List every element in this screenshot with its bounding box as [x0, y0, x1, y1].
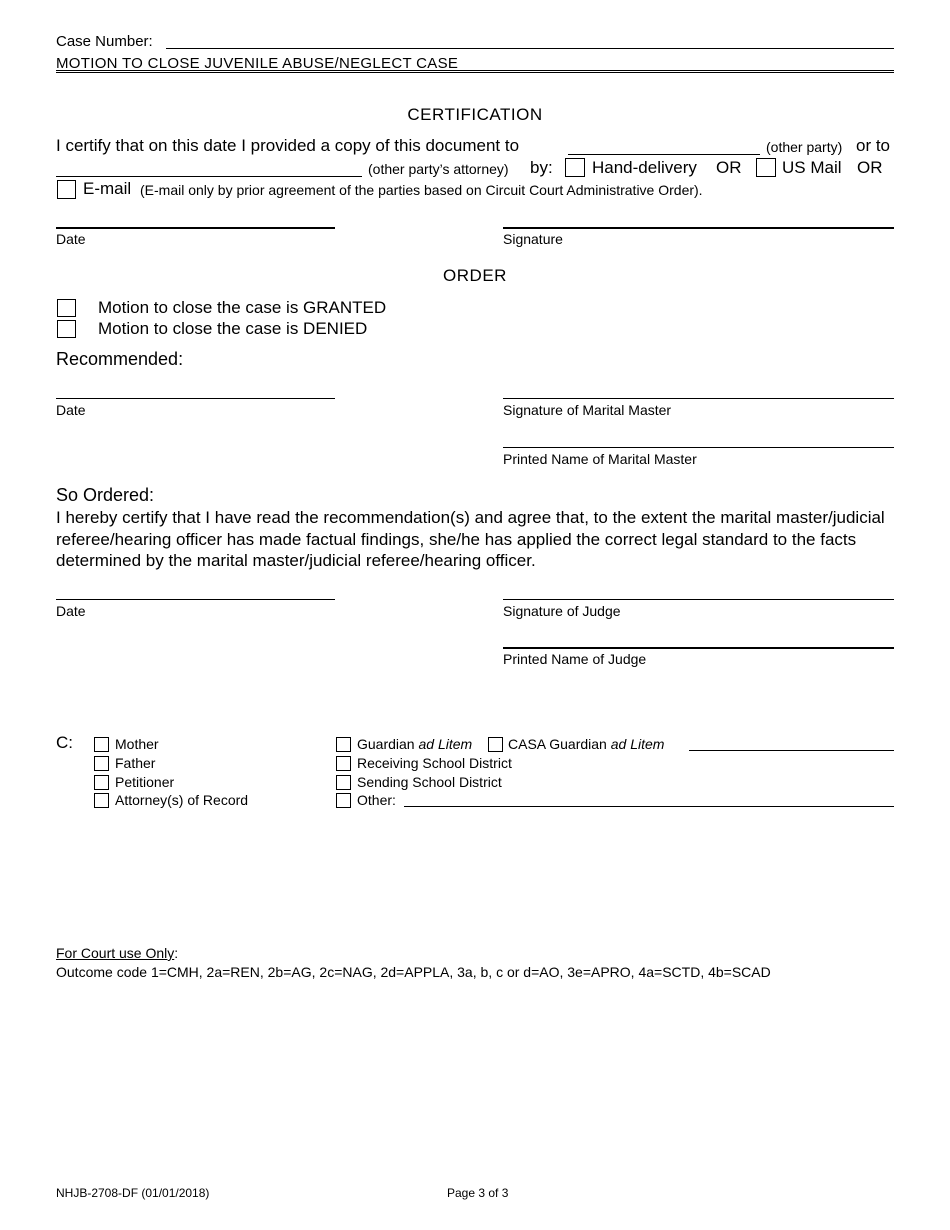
cert-signature-label: Signature [503, 231, 563, 247]
hand-delivery-checkbox[interactable] [565, 158, 585, 177]
order-heading: ORDER [443, 266, 507, 285]
court-use-underlined: For Court use Only [56, 945, 175, 961]
receiving-school-label: Receiving School District [357, 755, 512, 771]
master-printed-name-line[interactable] [503, 447, 894, 448]
other-field[interactable] [404, 806, 894, 807]
email-label: E-mail [83, 179, 132, 198]
recommended-date-label: Date [56, 402, 86, 418]
case-number-label: Case Number: [56, 33, 153, 50]
attorney-field[interactable] [56, 176, 362, 177]
other-party-label: (other party) [766, 139, 843, 155]
judge-signature-label: Signature of Judge [503, 603, 621, 619]
other-checkbox[interactable] [336, 793, 351, 808]
granted-checkbox[interactable] [57, 299, 76, 317]
form-title: MOTION TO CLOSE JUVENILE ABUSE/NEGLECT CASE [56, 55, 459, 72]
master-signature-label: Signature of Marital Master [503, 402, 672, 418]
or-to-text: or to [856, 136, 891, 155]
cert-date-line[interactable] [56, 227, 335, 229]
attorneys-checkbox[interactable] [94, 793, 109, 808]
form-id: NHJB-2708-DF (01/01/2018) [56, 1186, 210, 1200]
guardian-ad-litem-checkbox[interactable] [336, 737, 351, 752]
guardian-ad-litem-label [357, 736, 472, 752]
father-label: Father [115, 755, 156, 771]
or-text-1: OR [716, 158, 742, 177]
cert-signature-line[interactable] [503, 227, 894, 229]
so-ordered-text: I hereby certify that I have read the recommendation(s) and agree that, to the extent the marital master/judicial referee/hearing officer has made factual findings, she/he has applied the correct legal standard to the facts determined by the marital master/judicial referee/hearing officer. [56, 508, 885, 570]
master-printed-name-label: Printed Name of Marital Master [503, 451, 697, 467]
judge-signature-line[interactable] [503, 599, 894, 600]
court-use-colon: : [174, 945, 179, 961]
recommended-date-line[interactable] [56, 398, 335, 399]
attorney-label: (other party’s attorney) [368, 161, 509, 177]
cert-date-label: Date [56, 231, 86, 247]
master-signature-line[interactable] [503, 398, 894, 399]
casa-prefix: CASA Guardian [508, 736, 611, 752]
guardian-prefix: Guardian [357, 736, 419, 752]
copies-label: C: [56, 733, 73, 752]
title-rule-2 [56, 72, 894, 73]
guardian-ad-litem-italic: ad Litem [418, 736, 473, 752]
judge-date-line[interactable] [56, 599, 335, 600]
casa-guardian-checkbox[interactable] [488, 737, 503, 752]
by-label: by: [530, 158, 553, 177]
other-party-field[interactable] [568, 154, 760, 155]
mother-checkbox[interactable] [94, 737, 109, 752]
case-number-field[interactable] [166, 48, 894, 49]
denied-checkbox[interactable] [57, 320, 76, 338]
judge-date-label: Date [56, 603, 86, 619]
mother-label: Mother [115, 736, 159, 752]
outcome-codes: Outcome code 1=CMH, 2a=REN, 2b=AG, 2c=NAG, 2d=APPLA, 3a, b, c or d=AO, 3e=APRO, 4a=SCTD, 4b=SCAD [56, 964, 771, 980]
petitioner-checkbox[interactable] [94, 775, 109, 790]
hand-delivery-label: Hand-delivery [592, 158, 697, 177]
cert-line1-text: I certify that on this date I provided a copy of this document to [56, 136, 520, 155]
attorneys-label: Attorney(s) of Record [115, 792, 249, 808]
title-rule-1 [56, 70, 894, 71]
casa-ad-litem-italic: ad Litem [610, 736, 665, 752]
sending-school-label: Sending School District [357, 774, 502, 790]
petitioner-label: Petitioner [115, 774, 175, 790]
judge-printed-name-label: Printed Name of Judge [503, 651, 647, 667]
father-checkbox[interactable] [94, 756, 109, 771]
granted-label: Motion to close the case is GRANTED [98, 298, 387, 317]
page-number: Page 3 of 3 [447, 1186, 509, 1200]
or-text-2: OR [857, 158, 883, 177]
sending-school-checkbox[interactable] [336, 775, 351, 790]
casa-guardian-name-field[interactable] [689, 750, 894, 751]
denied-label: Motion to close the case is DENIED [98, 319, 368, 338]
judge-printed-name-line[interactable] [503, 647, 894, 649]
so-ordered-heading: So Ordered: [56, 485, 155, 505]
other-label: Other: [357, 792, 396, 808]
us-mail-checkbox[interactable] [756, 158, 776, 177]
us-mail-label: US Mail [782, 158, 842, 177]
certification-heading: CERTIFICATION [407, 105, 543, 124]
court-use-label [56, 945, 178, 961]
receiving-school-checkbox[interactable] [336, 756, 351, 771]
recommended-heading: Recommended: [56, 349, 184, 369]
casa-guardian-label [508, 736, 664, 752]
email-note: (E-mail only by prior agreement of the parties based on Circuit Court Administrative Order). [140, 182, 703, 198]
email-checkbox[interactable] [57, 180, 76, 199]
